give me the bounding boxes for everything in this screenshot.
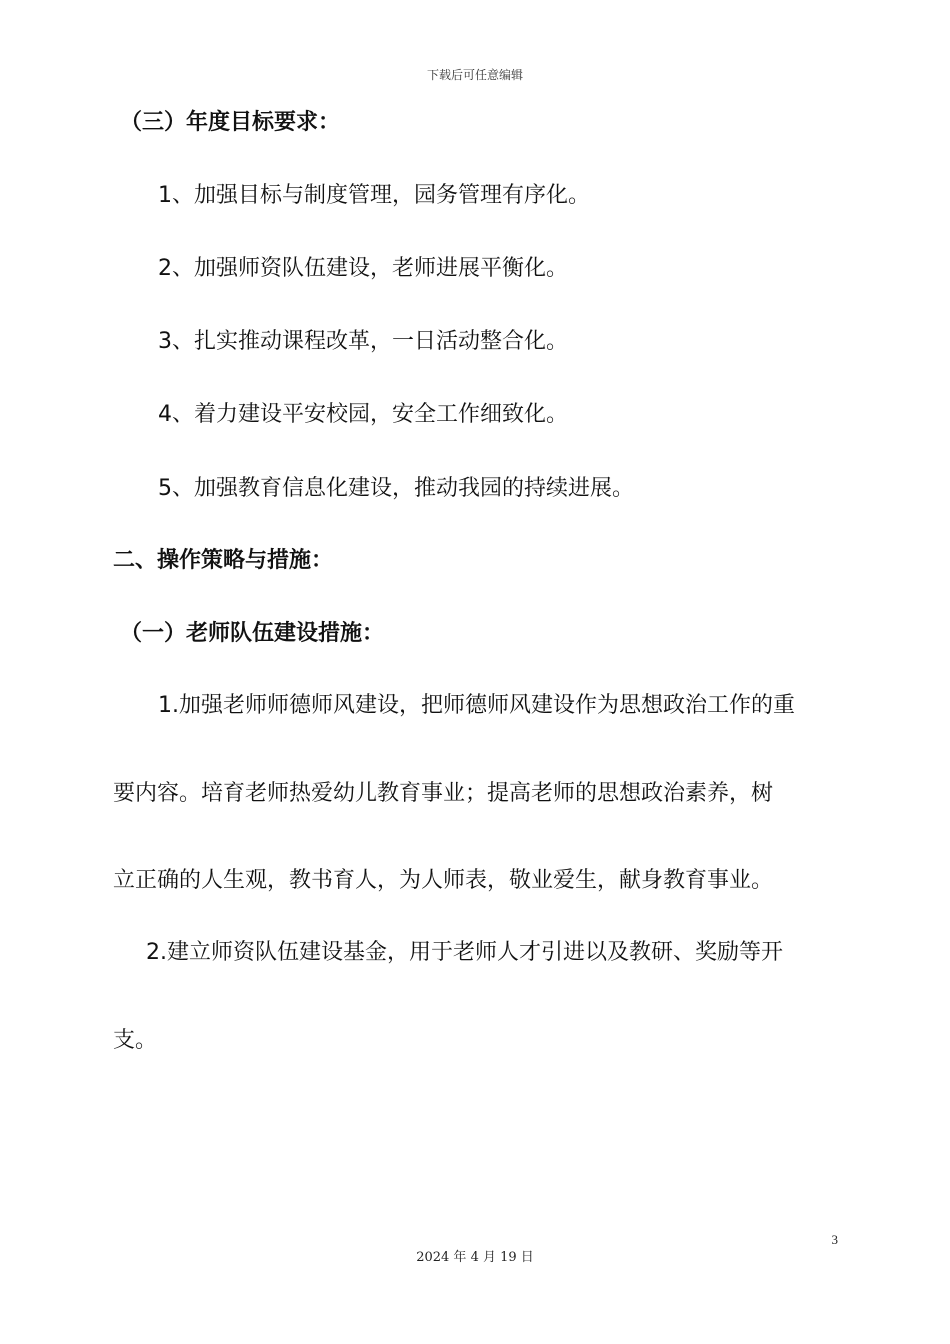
page-header: 下载后可任意编辑	[426, 68, 523, 82]
goal-item-5: 5、加强教育信息化建设，推动我园的持续进展。	[158, 476, 634, 501]
paragraph-1-line-3: 立正确的人生观，教书育人，为人师表，敬业爱生，献身教育事业。	[113, 868, 774, 893]
paragraph-1-line-1: 1.加强老师师德师风建设，把师德师风建设作为思想政治工作的重	[158, 693, 795, 718]
page-number: 3	[831, 1232, 838, 1247]
page-footer-date: 2024 年 4 月 19 日	[416, 1250, 534, 1265]
part-heading-strategies: 二、操作策略与措施：	[113, 548, 334, 573]
paragraph-1-line-2: 要内容。培育老师热爱幼儿教育事业；提高老师的思想政治素养，树	[113, 781, 774, 806]
subsection-heading-teacher-team: （一）老师队伍建设措施：	[120, 621, 385, 646]
goal-item-3: 3、扎实推动课程改革，一日活动整合化。	[158, 329, 568, 354]
goal-item-4: 4、着力建设平安校园，安全工作细致化。	[158, 402, 568, 427]
goal-item-1: 1、加强目标与制度管理，园务管理有序化。	[158, 183, 590, 208]
section-heading-annual-goals: （三）年度目标要求：	[120, 110, 341, 135]
paragraph-2-line-1: 2.建立师资队伍建设基金，用于老师人才引进以及教研、奖励等开	[146, 940, 783, 965]
paragraph-2-line-2: 支。	[113, 1028, 158, 1053]
goal-item-2: 2、加强师资队伍建设，老师进展平衡化。	[158, 256, 568, 281]
